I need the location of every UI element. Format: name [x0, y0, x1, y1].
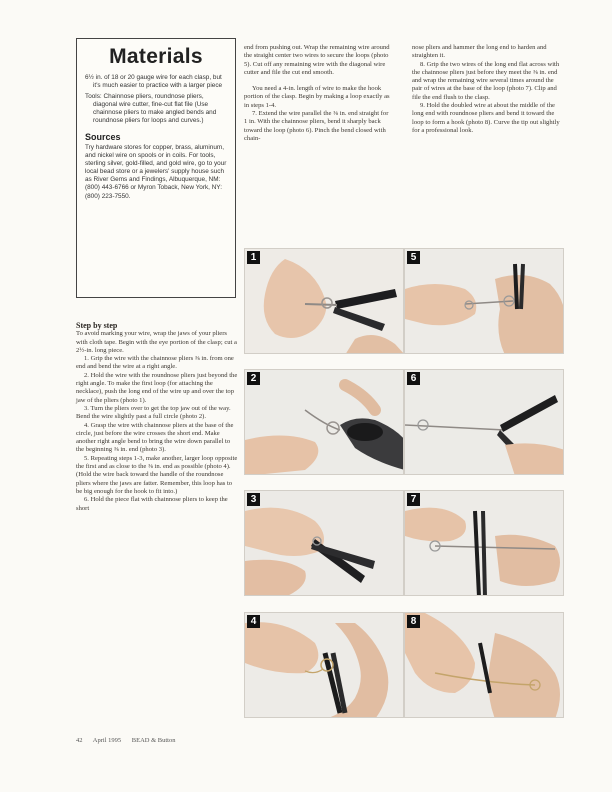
photo-number: 2	[247, 372, 260, 385]
photo-7	[404, 490, 564, 596]
right-paragraph-3: 9. Hold the doubled wire at about the middle of the long end with roundnose pliers and bend it toward the loop to form a hook (photo 8). Curve the tip out slightly for a professional look.	[412, 102, 560, 134]
step-3: 3. Turn the pliers over to get the top jaw out of the way. Bend the wire slightly past a full circle (photo 2).	[76, 404, 231, 421]
step-by-step-heading: Step by step	[76, 321, 118, 330]
step-1: 1. Grip the wire with the chainnose pliers ⅜ in. from one end and bend the wire at a right angle.	[76, 355, 234, 371]
page-footer	[76, 737, 184, 744]
step-4: 4. Grasp the wire with chainnose pliers at the base of the circle, just before the wire crosses the short end. Make another right angle bend to bring the wire down parallel to the beginning ⅜ in. end (photo 3).	[76, 421, 234, 454]
forming-hook-photo	[405, 613, 564, 718]
photo-number: 6	[407, 372, 420, 385]
photo-number: 7	[407, 493, 420, 506]
photo-number: 5	[407, 251, 420, 264]
photo-number: 8	[407, 615, 420, 628]
middle-paragraph-2: You need a 4-in. length of wire to make the hook portion of the clasp. Begin by making a loop exactly as in steps 1-4.	[244, 85, 390, 109]
pliers-bending-circle-photo	[245, 370, 404, 475]
magazine-name: BEAD & Button	[131, 737, 176, 744]
step-by-step-column	[76, 322, 238, 513]
photo-number: 1	[247, 251, 260, 264]
photo-6	[404, 369, 564, 475]
step-5: 5. Repeating steps 1-3, make another, larger loop opposite the first and as close to the ⅜ in. end as possible (photo 4). (Hold the wire back toward the handle of the roundnose pliers where the jaws are fatter. Remember, this loop has to be big enough for the hook to fit into.)	[76, 454, 238, 495]
materials-title: Materials	[109, 45, 203, 68]
chainnose-right-angle-photo	[245, 491, 404, 596]
hook-bend-photo	[405, 370, 564, 475]
right-column-text	[412, 44, 560, 135]
materials-item-tools: Tools: Chainnose pliers, roundnose pliers, diagonal wire cutter, fine-cut flat file (Use chainnose pliers to make angled bends and roundnose pliers for loops and curves.)	[85, 93, 217, 124]
photo-number: 4	[247, 615, 260, 628]
photo-8	[404, 612, 564, 718]
middle-paragraph-1: end from pushing out. Wrap the remaining wire around the straight center two wires to secure the loops (photo 5). Cut off any remaining wire with the diagonal wire cutter and file the cut end smooth.	[244, 44, 390, 76]
step-2: 2. Hold the wire with the roundnose pliers just beyond the right angle. To make the first loop (for attaching the necklace), push the long end of the wire up and over the top jaw of the pliers (photo 1).	[76, 371, 238, 404]
wrapping-base-photo	[405, 491, 564, 596]
photo-3	[244, 490, 404, 596]
sources-title: Sources	[85, 132, 121, 142]
wrapping-wire-photo	[405, 249, 564, 354]
photo-1	[244, 248, 404, 354]
photo-number: 3	[247, 493, 260, 506]
materials-box	[76, 38, 236, 298]
middle-paragraph-3: 7. Extend the wire parallel the ⅜ in. end straight for 1 in. With the chainnose pliers, bend it sharply back toward the loop (photo 6). Pinch the bend closed with chain-	[244, 110, 389, 142]
right-paragraph-2: 8. Grip the two wires of the long end flat across with the chainnose pliers just before they meet the ⅜ in. end and wrap the remaining wire several times around the pair of wires at the base of the loop (photo 7). Clip and file the end flush to the clasp.	[412, 60, 560, 101]
photo-2	[244, 369, 404, 475]
right-paragraph-1: nose pliers and hammer the long end to harden and straighten it.	[412, 44, 547, 60]
photo-5	[404, 248, 564, 354]
page-number: 42	[76, 737, 83, 744]
sources-text: Try hardware stores for copper, brass, aluminum, and nickel wire on spools or in coils. For tools, sterling silver, gold-filled, and gold wire, go to your local bead store or a jewelers' supply house such as River Gems and Findings, Albuquerque, NM: (800) 443-6766 or Myron Toback, New York, NY: (800) 223-7550.	[85, 144, 227, 200]
pliers-making-loop-photo	[245, 249, 404, 354]
middle-column-text	[244, 44, 392, 143]
second-loop-photo	[245, 613, 404, 718]
step-6: 6. Hold the piece flat with chainnose pliers to keep the short	[76, 496, 228, 512]
issue-date: April 1995	[92, 737, 122, 744]
materials-item-wire: 6½ in. of 18 or 20 gauge wire for each clasp, but it's much easier to practice with a larger piece	[85, 74, 223, 89]
step-intro: To avoid marking your wire, wrap the jaws of your pliers with cloth tape. Begin with the eye portion of the clasp; cut a 2½-in. long piece.	[76, 330, 237, 354]
photo-4	[244, 612, 404, 718]
